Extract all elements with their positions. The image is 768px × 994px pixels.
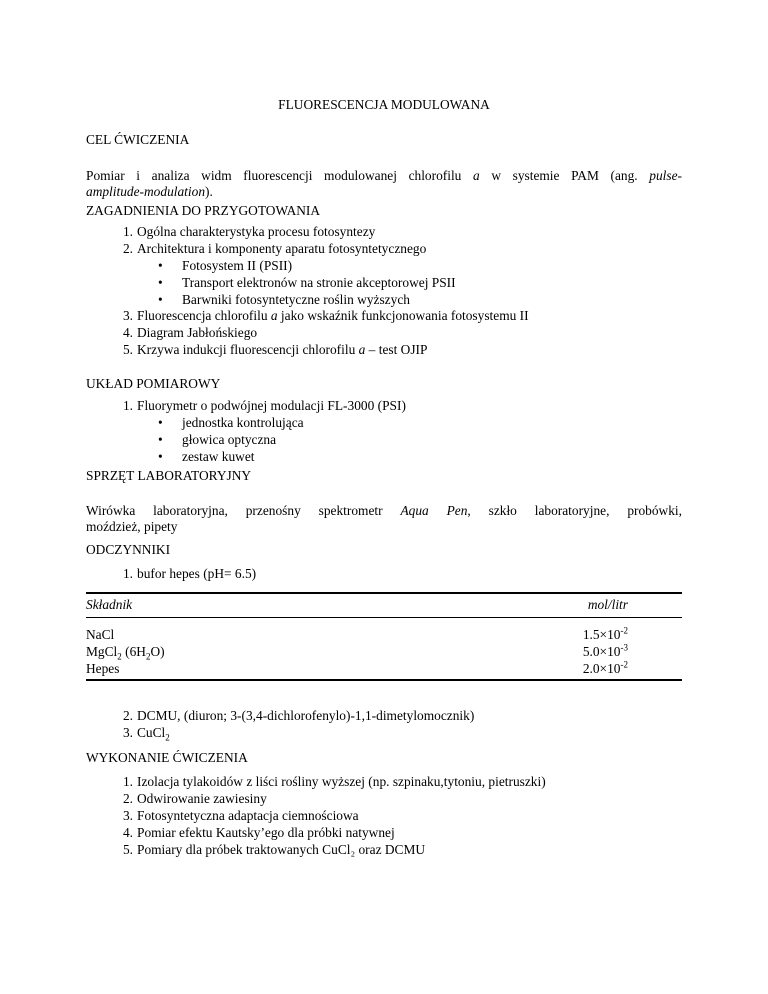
list-number: 1.: [122, 398, 133, 413]
section-heading-procedure: WYKONANIE ĆWICZENIA: [86, 750, 248, 765]
equipment-line-2: moździeż, pipety: [86, 519, 178, 534]
list-number: 2.: [122, 241, 133, 256]
equipment-line-1: Wirówka laboratoryjna, przenośny spektrometr Aqua Pen, szkło laboratoryjne, probówki,: [86, 503, 682, 518]
list-subitem: zestaw kuwet: [182, 449, 255, 464]
section-heading-setup: UKŁAD POMIAROWY: [86, 376, 221, 391]
table-cell-value: $2.0\times 10^{-2}$: [582, 659, 628, 676]
list-item: DCMU, (diuron; 3-(3,4-dichlorofenylo)-1,1-dimetylomocznik): [137, 708, 475, 723]
section-heading-topics: ZAGADNIENIA DO PRZYGOTOWANIA: [86, 203, 321, 218]
list-number: 5.: [122, 342, 133, 357]
list-number: 3.: [122, 725, 133, 740]
list-number: 5.: [122, 842, 133, 857]
list-number: 1.: [122, 566, 133, 581]
list-item: Odwirowanie zawiesiny: [137, 791, 267, 806]
table-bottom-rule: [86, 679, 682, 681]
list-item: Krzywa indukcji fluorescencji chlorofilu a – test OJIP: [137, 342, 428, 357]
list-item: Pomiar efektu Kautsky’ego dla próbki natywnej: [137, 825, 395, 840]
goal-paragraph: [86, 168, 682, 200]
list-item: Fluorymetr o podwójnej modulacji FL-3000 (PSI): [137, 398, 406, 413]
list-item: CuCl$_2$: [137, 725, 170, 743]
setup-list: [0, 398, 768, 468]
list-number: 3.: [122, 808, 133, 823]
table-cell-value: $1.5\times 10^{-2}$: [582, 625, 628, 642]
list-number: 1.: [122, 774, 133, 789]
list-number: 3.: [122, 308, 133, 323]
list-item: Diagram Jabłońskiego: [137, 325, 258, 340]
table-header-component: Składnik: [86, 597, 133, 612]
list-number: 2.: [122, 791, 133, 806]
list-item: Fluorescencja chlorofilu a jako wskaźnik funkcjonowania fotosystemu II: [137, 308, 529, 323]
procedure-list: [0, 774, 768, 864]
table-header-rule: [86, 617, 682, 618]
table-header-concentration: mol/litr: [587, 597, 628, 612]
list-subitem: jednostka kontrolująca: [182, 415, 304, 430]
list-item: Ogólna charakterystyka procesu fotosyntezy: [137, 224, 376, 239]
section-heading-goal: CEL ĆWICZENIA: [86, 132, 190, 147]
list-number: 1.: [122, 224, 133, 239]
equipment-paragraph: [86, 503, 682, 535]
table-top-rule: [86, 592, 682, 594]
table-cell-name: NaCl: [86, 627, 115, 642]
table-cell-name: MgCl$_2$ $(6H_2O)$: [86, 644, 165, 662]
list-number: 4.: [122, 325, 133, 340]
list-subitem: Barwniki fotosyntetyczne roślin wyższych: [182, 292, 410, 307]
list-subitem: Fotosystem II (PSII): [182, 258, 293, 273]
table-cell-value: $5.0\times 10^{-3}$: [582, 642, 628, 659]
list-number: 2.: [122, 708, 133, 723]
topics-list: [0, 224, 768, 357]
list-item: Architektura i komponenty aparatu fotosyntetycznego: [137, 241, 427, 256]
bullet-icon: •: [158, 275, 163, 290]
section-heading-reagents: ODCZYNNIKI: [86, 542, 171, 557]
table-cell-name: Hepes: [86, 661, 120, 676]
bullet-icon: •: [158, 449, 163, 464]
list-item: Fotosyntetyczna adaptacja ciemnościowa: [137, 808, 359, 823]
list-number: 4.: [122, 825, 133, 840]
goal-line-1: Pomiar i analiza widm fluorescencji modulowanej chlorofilu a w systemie PAM (ang. pulse-: [86, 168, 682, 183]
section-heading-equipment: SPRZĘT LABORATORYJNY: [86, 468, 252, 483]
list-item: bufor hepes (pH= 6.5): [137, 566, 257, 581]
list-item: Izolacja tylakoidów z liści rośliny wyższej (np. szpinaku,tytoniu, pietruszki): [137, 774, 546, 789]
bullet-icon: •: [158, 432, 163, 447]
bullet-icon: •: [158, 415, 163, 430]
page-title: FLUORESCENCJA MODULOWANA: [278, 97, 490, 112]
goal-line-2: amplitude-modulation).: [86, 184, 213, 199]
list-subitem: Transport elektronów na stronie akceptorowej PSII: [182, 275, 456, 290]
bullet-icon: •: [158, 258, 163, 273]
bullet-icon: •: [158, 292, 163, 307]
list-item: Pomiary dla próbek traktowanych CuCl₂ oraz DCMU: [137, 842, 426, 857]
list-subitem: głowica optyczna: [182, 432, 277, 447]
